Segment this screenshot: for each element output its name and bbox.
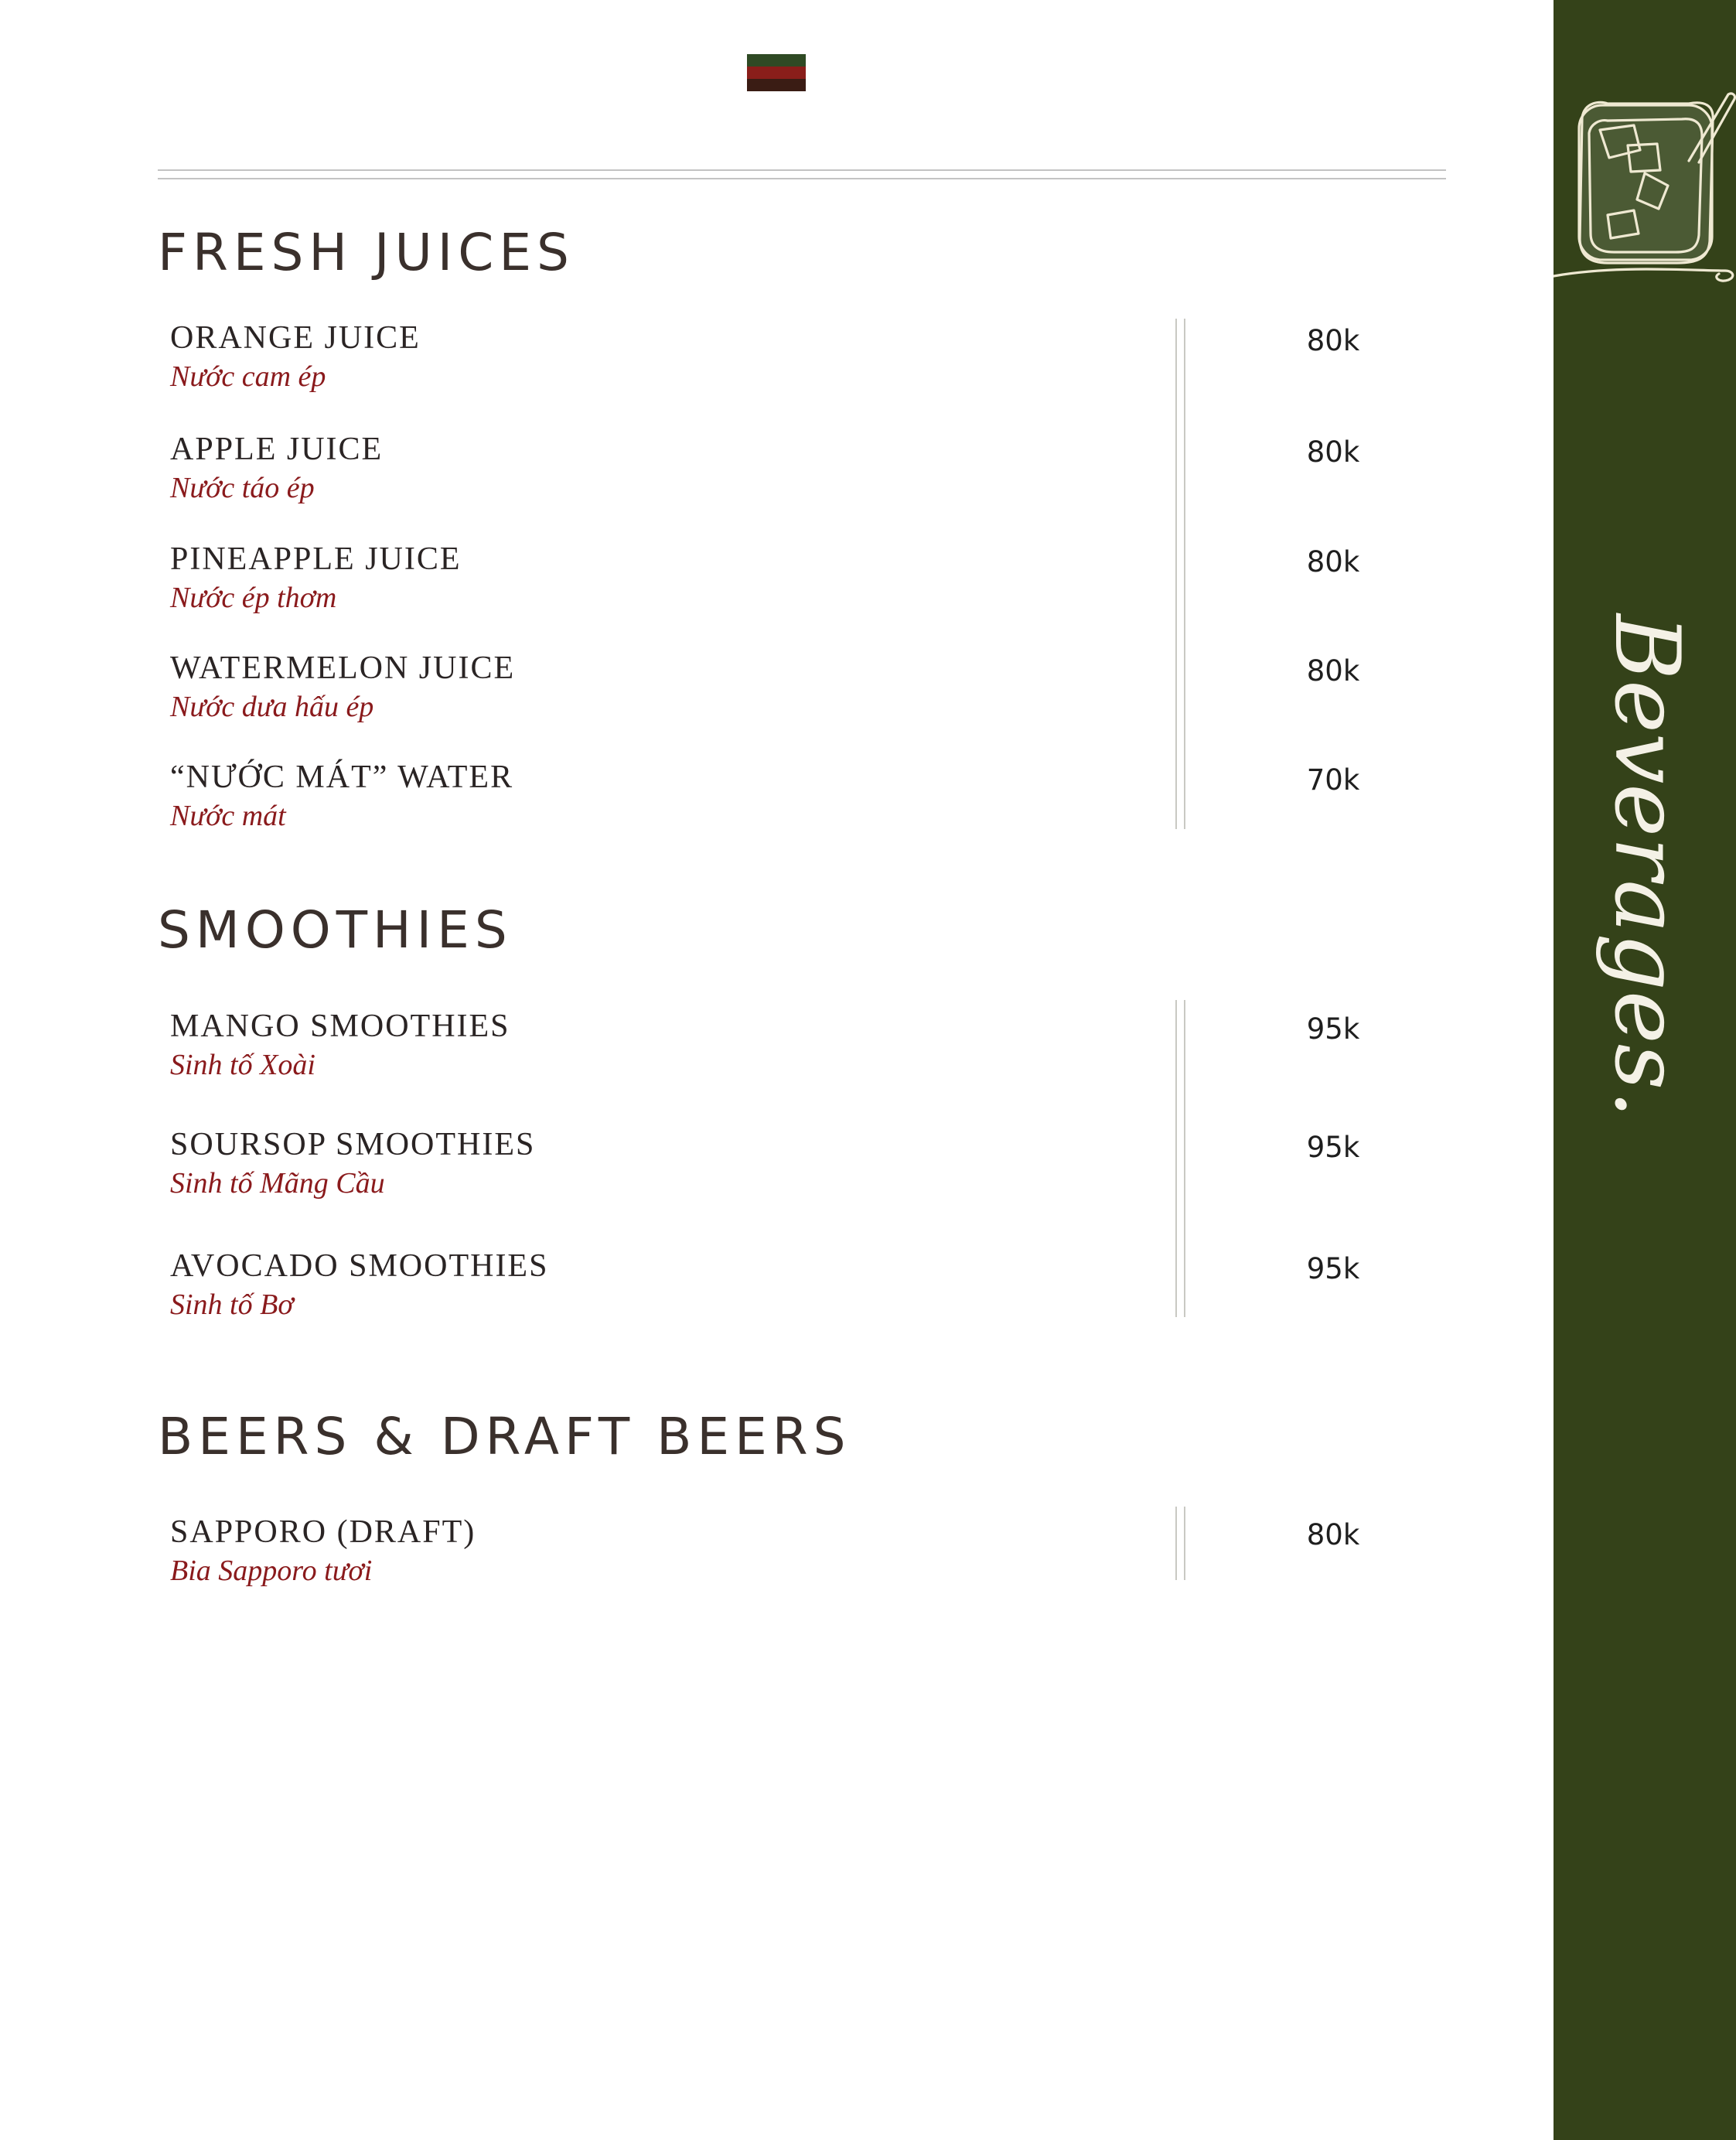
menu-item	[170, 650, 1360, 737]
header-divider	[158, 178, 1446, 179]
item-subtitle: Nước cam ép	[170, 360, 326, 393]
category-title: Beverages.	[1594, 614, 1699, 1118]
menu-item	[170, 432, 1360, 518]
iced-drink-glass-icon	[1554, 87, 1736, 295]
item-price: 95k	[1306, 1131, 1360, 1164]
item-name: PINEAPPLE JUICE	[170, 541, 462, 577]
item-price: 80k	[1306, 654, 1360, 688]
item-price: 80k	[1306, 1518, 1360, 1551]
category-sidebar	[1554, 0, 1736, 2140]
column-divider	[1184, 319, 1185, 829]
item-subtitle: Nước mát	[170, 800, 286, 832]
item-price: 95k	[1306, 1252, 1360, 1285]
item-subtitle: Sinh tố Xoài	[170, 1049, 315, 1081]
item-subtitle: Bia Sapporo tươi	[170, 1555, 373, 1587]
item-subtitle: Nước táo ép	[170, 472, 315, 504]
item-subtitle: Nước dưa hấu ép	[170, 691, 374, 723]
item-name: WATERMELON JUICE	[170, 650, 516, 686]
item-price: 80k	[1306, 435, 1360, 469]
column-divider	[1184, 1507, 1185, 1580]
item-name: AVOCADO SMOOTHIES	[170, 1248, 549, 1284]
menu-item	[170, 320, 1360, 407]
item-subtitle: Nước ép thơm	[170, 582, 337, 614]
section-title-beers: BEERS & DRAFT BEERS	[158, 1407, 851, 1466]
menu-item	[170, 1514, 1360, 1601]
section-title-fresh-juices: FRESH JUICES	[158, 223, 575, 282]
item-name: MANGO SMOOTHIES	[170, 1009, 510, 1044]
menu-item	[170, 1248, 1360, 1335]
section-title-smoothies: SMOOTHIES	[158, 900, 513, 960]
item-subtitle: Sinh tố Bơ	[170, 1288, 294, 1321]
menu-item	[170, 541, 1360, 628]
brand-logo	[747, 54, 806, 91]
item-price: 80k	[1306, 545, 1360, 579]
item-price: 80k	[1306, 324, 1360, 357]
item-name: SOURSOP SMOOTHIES	[170, 1127, 536, 1162]
item-name: SAPPORO (DRAFT)	[170, 1514, 476, 1550]
column-divider	[1175, 1507, 1177, 1580]
item-name: APPLE JUICE	[170, 432, 384, 467]
item-subtitle: Sinh tố Mãng Cầu	[170, 1167, 385, 1200]
column-divider	[1184, 1000, 1185, 1317]
column-divider	[1175, 1000, 1177, 1317]
header-divider	[158, 169, 1446, 171]
item-name: ORANGE JUICE	[170, 320, 421, 356]
item-price: 95k	[1306, 1012, 1360, 1046]
menu-item	[170, 1009, 1360, 1095]
item-name: “NƯỚC MÁT” WATER	[170, 759, 514, 795]
item-price: 70k	[1306, 763, 1360, 797]
menu-item	[170, 1127, 1360, 1213]
column-divider	[1175, 319, 1177, 829]
menu-item	[170, 759, 1360, 846]
